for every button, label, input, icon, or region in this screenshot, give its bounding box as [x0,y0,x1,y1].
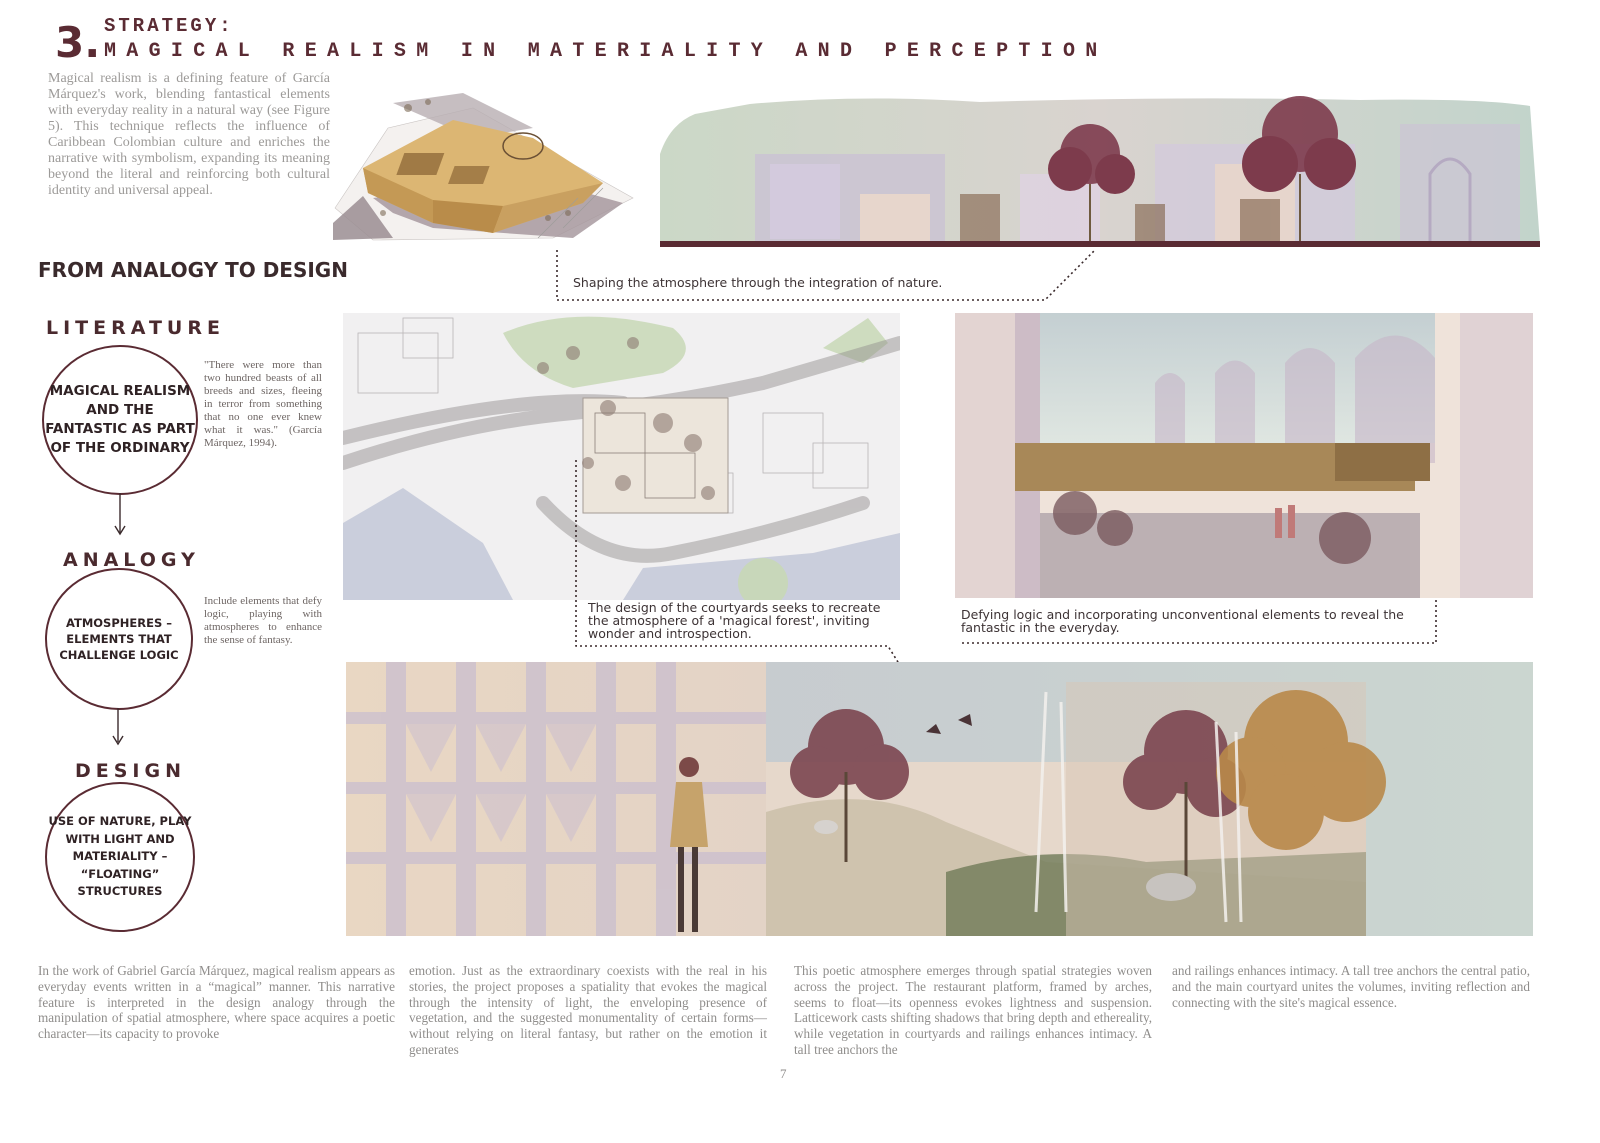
analogy-circle [45,568,193,710]
analogy-circle-text: ATMOSPHERES – ELEMENTS THAT CHALLENGE LOGIC [59,616,179,662]
stage-label-design: DESIGN [75,760,187,782]
literature-quote: "There were more than two hundred beasts of all breeds and sizes, fleeing in terror from something that no one ever knew what it was." (García Márquez, 1994). [204,359,322,449]
body-column-3: This poetic atmosphere emerges through spatial strategies woven across the project. The restaurant platform, framed by arches, seems to float—its openness evokes lightness and suspension. Latticework casts shifting shadows that bring depth and ethereality, while vegetation in courtyards and railings enhances intimacy. A tall tree anchors the [794,963,1152,1057]
analogy-note: Include elements that defy logic, playing with atmospheres to enhance the sense of fantasy. [204,595,322,646]
section-callout-line [555,248,1115,303]
page-number: 7 [780,1066,787,1081]
site-plan-caption: The design of the courtyards seeks to recreate the atmosphere of a 'magical forest', inviting wonder and introspection. [588,600,881,641]
forest-courtyard-rendering [346,662,1533,936]
body-column-2: emotion. Just as the extraordinary coexists with the real in his stories, the project proposes a spatiality that evokes the magical through the intensity of light, the enveloping presence of vegetation, and the suggested monumentality of certain forms—without relying on literal fantasy, but rather on the emotion it generates [409,963,767,1057]
courtyard-callout-line [960,598,1440,648]
axonometric-drawing [333,88,640,243]
body-column-1: In the work of Gabriel García Márquez, magical realism appears as everyday events written in a “magical” manner. This narrative feature is interpreted in the design analogy through the manipulation of spatial atmosphere, where space acquires a poetic character—its capacity to provoke [38,963,395,1042]
diagram-heading: FROM ANALOGY TO DESIGN [38,258,348,282]
intro-paragraph: Magical realism is a defining feature of García Márquez's work, blending fantastical elements with everyday reality in a natural way (see Figure 5). This technique reflects the influence of Caribbean Colombian culture and enriches the narrative with symbolism, expanding its meaning beyond the literal and reinforcing both cultural identity and universal appeal. [48,71,330,198]
literature-circle-text: MAGICAL REALISM AND THE FANTASTIC AS PART OF THE ORDINARY [45,383,195,456]
section-kicker: STRATEGY: [104,15,234,37]
section-caption: Shaping the atmosphere through the integration of nature. [573,275,943,290]
site-section-illustration [660,94,1540,254]
arrow-down-icon [108,708,128,748]
literature-circle [42,345,198,495]
courtyard-arcade-rendering [955,313,1533,598]
design-circle-text: USE OF NATURE, PLAY WITH LIGHT AND MATERIALITY – “FLOATING” STRUCTURES [48,814,192,899]
arrow-down-icon [110,493,130,538]
courtyard-caption: Defying logic and incorporating unconventional elements to reveal the fantastic in the everyday. [961,607,1404,635]
page-title: MAGICAL REALISM IN MATERIALITY AND PERCEPTION [104,40,1108,63]
body-column-4: and railings enhances intimacy. A tall tree anchors the central patio, and the main courtyard unites the volumes, inviting reflection and connecting with the site's magical essence. [1172,963,1530,1010]
stage-label-literature: LITERATURE [46,317,225,339]
stage-label-analogy: ANALOGY [63,549,200,571]
design-circle [45,782,195,932]
section-number: 3. [55,18,101,67]
